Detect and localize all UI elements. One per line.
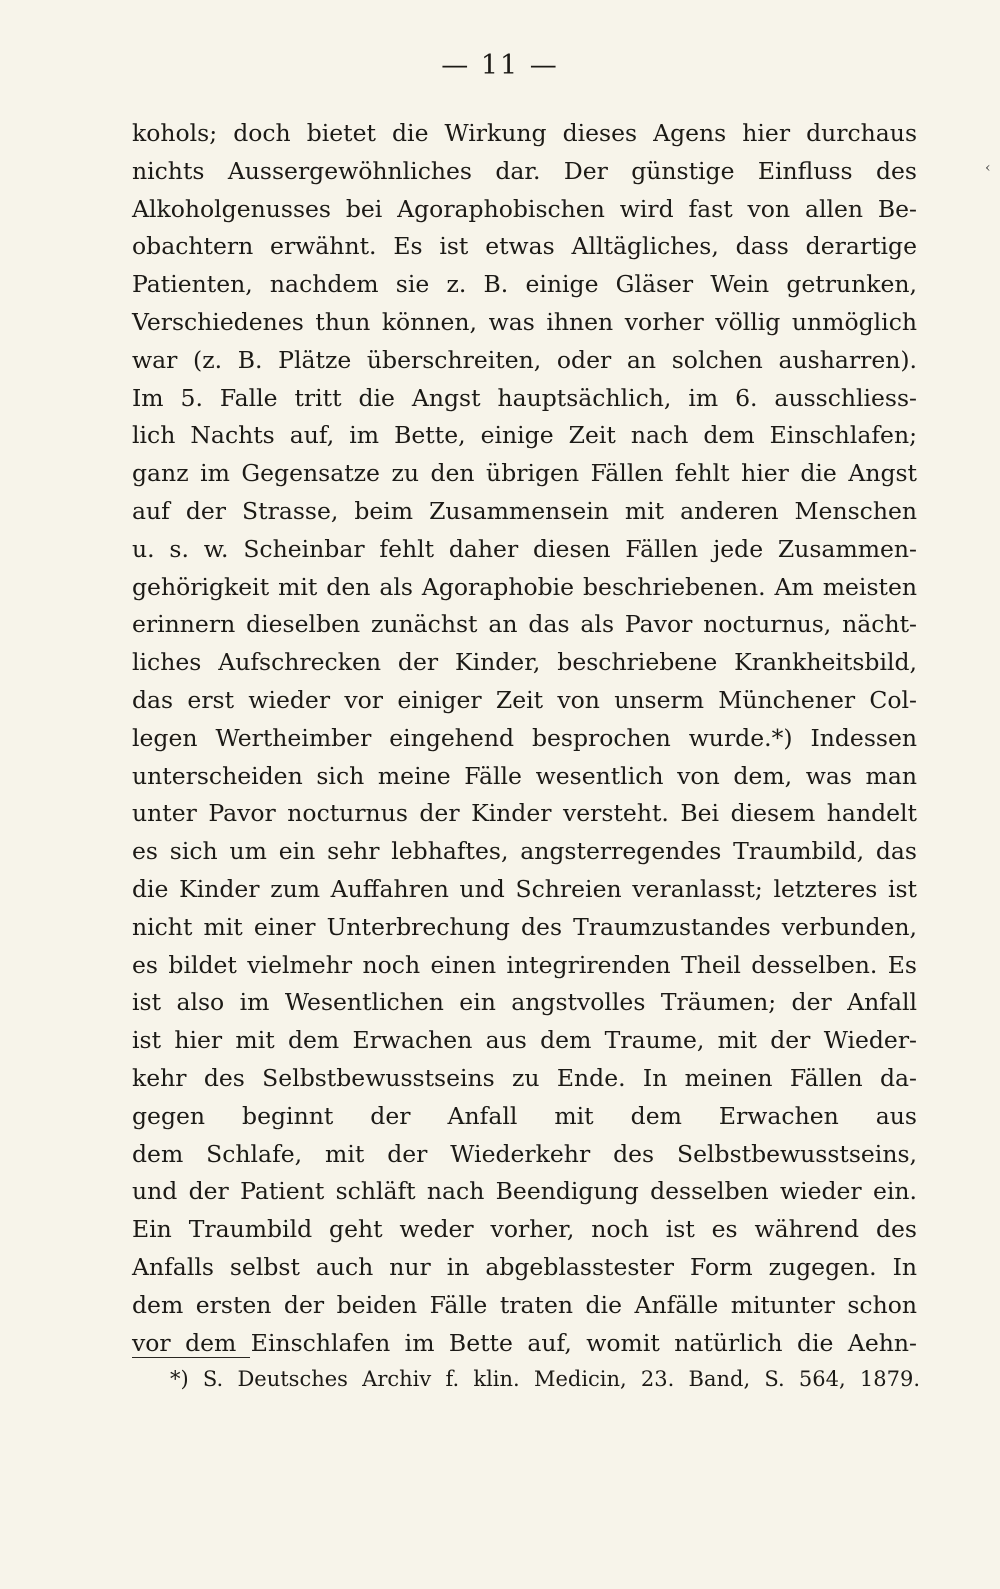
text-line: erinnern dieselben zunächst an das als Pavor nocturnus, nächt- [132, 610, 917, 639]
text-line: unter Pavor nocturnus der Kinder versteht. Bei diesem handelt [132, 799, 917, 828]
text-line: die Kinder zum Auffahren und Schreien veranlasst; letzteres ist [132, 874, 917, 903]
text-line: obachtern erwähnt. Es ist etwas Alltägliches, dass derartige [132, 232, 917, 261]
text-line: Patienten, nachdem sie z. B. einige Gläser Wein getrunken, [132, 270, 917, 299]
text-line: Verschiedenes thun können, was ihnen vorher völlig unmöglich [132, 307, 917, 336]
text-line: ist also im Wesentlichen ein angstvolles Träumen; der Anfall [132, 988, 917, 1017]
text-line: ganz im Gegensatze zu den übrigen Fällen fehlt hier die Angst [132, 459, 917, 488]
text-line: Anfalls selbst auch nur in abgeblasstester Form zugegen. In [132, 1252, 917, 1281]
text-line: es bildet vielmehr noch einen integrirenden Theil desselben. Es [132, 950, 917, 979]
text-line: u. s. w. Scheinbar fehlt daher diesen Fällen jede Zusammen- [132, 534, 917, 563]
text-line: auf der Strasse, beim Zusammensein mit anderen Menschen [132, 496, 917, 525]
text-line: war (z. B. Plätze überschreiten, oder an solchen ausharren). [132, 345, 917, 374]
text-line: und der Patient schläft nach Beendigung desselben wieder ein. [132, 1177, 917, 1206]
text-line: liches Aufschrecken der Kinder, beschriebene Krankheitsbild, [132, 648, 917, 677]
text-line: dem Schlafe, mit der Wiederkehr des Selbstbewusstseins, [132, 1139, 917, 1168]
text-line: Ein Traumbild geht weder vorher, noch ist es während des [132, 1215, 917, 1244]
text-line: gehörigkeit mit den als Agoraphobie beschriebenen. Am meisten [132, 572, 917, 601]
text-line: Im 5. Falle tritt die Angst hauptsächlich, im 6. ausschliess- [132, 383, 917, 412]
text-line: kehr des Selbstbewusstseins zu Ende. In meinen Fällen da- [132, 1063, 917, 1092]
text-line: ist hier mit dem Erwachen aus dem Traume, mit der Wieder- [132, 1026, 917, 1055]
text-line: lich Nachts auf, im Bette, einige Zeit nach dem Einschlafen; [132, 421, 917, 450]
margin-mark: ‹ [985, 160, 991, 176]
text-line: das erst wieder vor einiger Zeit von unserm Münchener Col- [132, 685, 917, 714]
body-text [132, 115, 917, 1362]
page-number-header: — 11 — [441, 50, 559, 81]
text-line: unterscheiden sich meine Fälle wesentlich von dem, was man [132, 761, 917, 790]
text-line: vor dem Einschlafen im Bette auf, womit natürlich die Aehn- [132, 1328, 917, 1357]
text-line: nicht mit einer Unterbrechung des Traumzustandes verbunden, [132, 912, 917, 941]
text-line: legen Wertheimber eingehend besprochen wurde.*) Indessen [132, 723, 917, 752]
text-line: gegen beginnt der Anfall mit dem Erwachen aus [132, 1101, 917, 1130]
text-line: kohols; doch bietet die Wirkung dieses Agens hier durchaus [132, 119, 917, 147]
text-line: dem ersten der beiden Fälle traten die Anfälle mitunter schon [132, 1290, 917, 1319]
text-line: es sich um ein sehr lebhaftes, angsterregendes Traumbild, das [132, 837, 917, 866]
footnote-rule [132, 1357, 250, 1358]
text-line: nichts Aussergewöhnliches dar. Der günstige Einfluss des [132, 156, 917, 185]
footnote: *) S. Deutsches Archiv f. klin. Medicin, 23. Band, S. 564, 1879. [170, 1367, 920, 1391]
text-line: Alkoholgenusses bei Agoraphobischen wird fast von allen Be- [132, 194, 917, 223]
